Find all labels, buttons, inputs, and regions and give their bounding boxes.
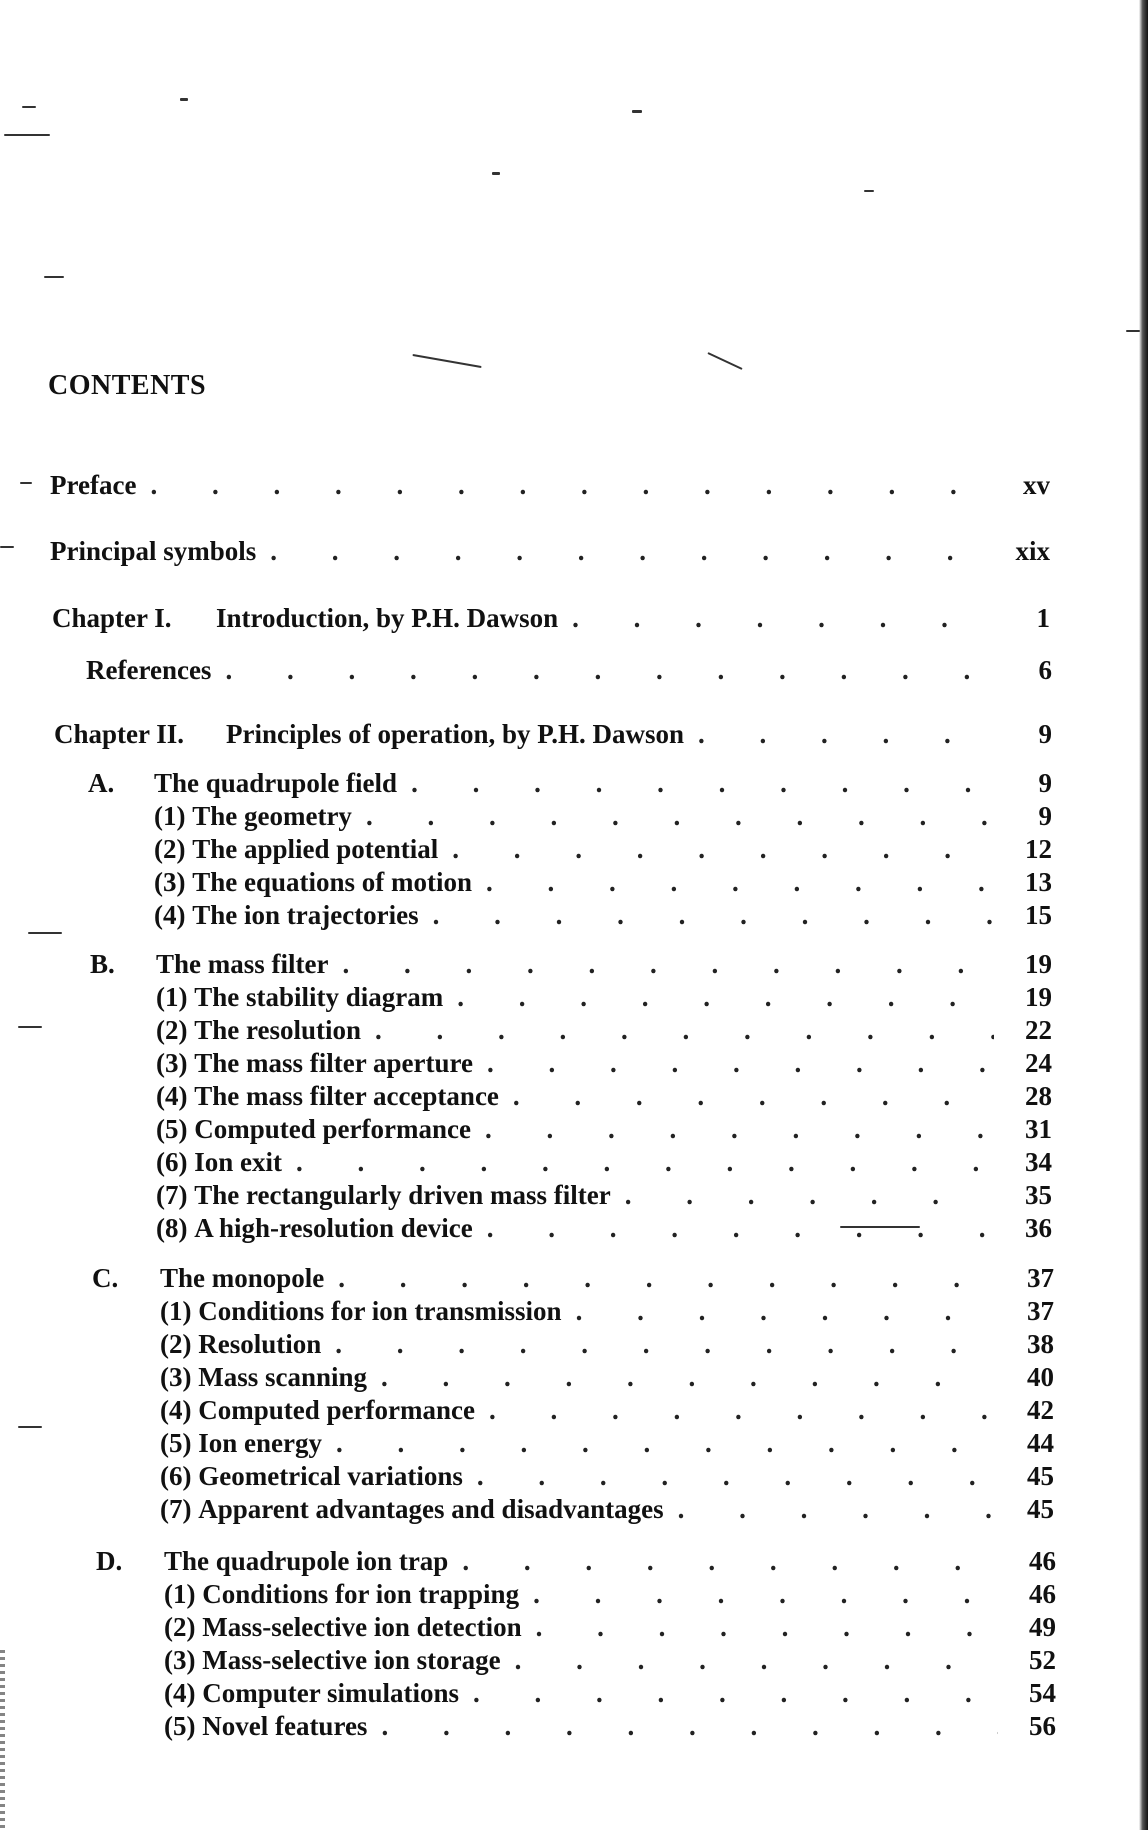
entry-title: The quadrupole field	[154, 768, 398, 798]
entry-title: The monopole	[160, 1263, 325, 1293]
entry-title: Conditions for ion transmission	[198, 1296, 562, 1326]
entry-title: Geometrical variations	[198, 1461, 463, 1491]
entry-page: 31	[1025, 1114, 1052, 1144]
item-number: (4)	[164, 1678, 196, 1708]
leader-dots	[678, 1494, 996, 1525]
leader-dots	[513, 1081, 994, 1112]
entry-page: 49	[1029, 1612, 1056, 1642]
item-number: (3)	[156, 1048, 188, 1078]
entry-title: Ion exit	[194, 1147, 282, 1177]
item-number: (1)	[160, 1296, 192, 1326]
entry-page: 40	[1027, 1362, 1054, 1392]
item-number: (3)	[160, 1362, 192, 1392]
scan-speck	[4, 134, 50, 136]
entry-title: The resolution	[194, 1015, 362, 1045]
entry-title: The applied potential	[192, 834, 439, 864]
entry-title: Apparent advantages and disadvantages	[198, 1494, 664, 1524]
entry-title: Computer simulations	[202, 1678, 460, 1708]
entry-page: 24	[1025, 1048, 1052, 1078]
entry-title: The mass filter aperture	[194, 1048, 473, 1078]
section-letter: A.	[88, 768, 115, 798]
leader-dots	[487, 1213, 994, 1244]
toc-item	[160, 1362, 1054, 1396]
entry-page: 37	[1027, 1263, 1054, 1293]
entry-title: Principal symbols	[50, 536, 257, 566]
page-edge-shadow	[1139, 0, 1148, 1830]
leader-dots	[336, 1428, 996, 1459]
leader-dots	[625, 1180, 994, 1211]
leader-dots	[486, 867, 994, 898]
leader-dots	[296, 1147, 994, 1178]
entry-page: 52	[1029, 1645, 1056, 1675]
entry-page: 44	[1027, 1428, 1054, 1458]
leader-dots	[462, 1546, 998, 1577]
scan-speck	[840, 1226, 920, 1228]
entry-page: 54	[1029, 1678, 1056, 1708]
entry-page: 6	[1038, 655, 1052, 685]
binding-edge	[0, 1650, 5, 1830]
toc-item	[160, 1428, 1054, 1462]
entry-page: 19	[1025, 949, 1052, 979]
scan-speck	[28, 932, 62, 934]
toc-item	[156, 982, 1052, 1016]
toc-section-d	[96, 1546, 1056, 1580]
entry-page: 9	[1038, 719, 1052, 749]
entry-page: 56	[1029, 1711, 1056, 1741]
toc-item	[164, 1678, 1056, 1712]
scan-speck	[180, 98, 188, 101]
item-number: (2)	[164, 1612, 196, 1642]
entry-title: Introduction, by P.H. Dawson	[216, 603, 559, 633]
toc-item	[156, 1048, 1052, 1082]
toc-entry-chapter-2	[54, 719, 1052, 753]
leader-dots	[536, 1612, 998, 1643]
section-letter: B.	[90, 949, 115, 979]
leader-dots	[342, 949, 994, 980]
entry-page: 12	[1025, 834, 1052, 864]
item-number: (3)	[164, 1645, 196, 1675]
leader-dots	[698, 719, 994, 750]
item-number: (1)	[154, 801, 186, 831]
item-number: (3)	[154, 867, 186, 897]
toc-item	[160, 1461, 1054, 1495]
item-number: (1)	[156, 982, 188, 1012]
toc-item	[156, 1081, 1052, 1115]
entry-title: The mass filter acceptance	[194, 1081, 499, 1111]
toc-item	[164, 1579, 1056, 1613]
entry-page: 42	[1027, 1395, 1054, 1425]
toc-item	[160, 1329, 1054, 1363]
leader-dots	[477, 1461, 996, 1492]
item-number: (5)	[156, 1114, 188, 1144]
scan-speck	[20, 482, 32, 484]
entry-title: Novel features	[202, 1711, 368, 1741]
item-number: (5)	[160, 1428, 192, 1458]
contents-heading: CONTENTS	[48, 370, 207, 401]
item-number: (2)	[154, 834, 186, 864]
toc-section-b	[90, 949, 1052, 983]
scan-speck	[22, 106, 36, 108]
leader-dots	[225, 655, 994, 686]
item-number: (4)	[156, 1081, 188, 1111]
entry-page: 45	[1027, 1461, 1054, 1491]
scan-speck	[632, 110, 642, 113]
leader-dots	[572, 603, 992, 634]
scan-speck	[864, 190, 874, 192]
toc-entry-principal-symbols	[50, 536, 1050, 570]
entry-title: The rectangularly driven mass filter	[194, 1180, 611, 1210]
toc-entry-references	[86, 655, 1052, 689]
item-number: (1)	[164, 1579, 196, 1609]
entry-page: xix	[1015, 536, 1050, 566]
leader-dots	[457, 982, 994, 1013]
leader-dots	[270, 536, 992, 567]
item-number: (7)	[156, 1180, 188, 1210]
entry-page: 19	[1025, 982, 1052, 1012]
entry-title: Mass-selective ion detection	[202, 1612, 522, 1642]
entry-page: 15	[1025, 900, 1052, 930]
item-number: (5)	[164, 1711, 196, 1741]
item-number: (2)	[156, 1015, 188, 1045]
toc-section-c	[92, 1263, 1054, 1297]
leader-dots	[576, 1296, 996, 1327]
toc-entry-preface	[50, 470, 1050, 504]
entry-title: The ion trajectories	[192, 900, 419, 930]
entry-page: 37	[1027, 1296, 1054, 1326]
item-number: (7)	[160, 1494, 192, 1524]
chapter-label: Chapter I.	[52, 603, 172, 633]
entry-title: The stability diagram	[194, 982, 444, 1012]
entry-title: The quadrupole ion trap	[164, 1546, 449, 1576]
entry-page: 46	[1029, 1579, 1056, 1609]
entry-title: References	[86, 655, 212, 685]
toc-item	[156, 1114, 1052, 1148]
entry-title: Resolution	[198, 1329, 322, 1359]
toc-item	[156, 1213, 1052, 1247]
leader-dots	[533, 1579, 998, 1610]
entry-title: Preface	[50, 470, 137, 500]
leader-dots	[335, 1329, 996, 1360]
leader-dots	[338, 1263, 996, 1294]
entry-page: xv	[1023, 470, 1050, 500]
entry-page: 1	[1036, 603, 1050, 633]
leader-dots	[433, 900, 994, 931]
entry-title: A high-resolution device	[194, 1213, 473, 1243]
leader-dots	[515, 1645, 998, 1676]
scan-speck	[707, 352, 742, 370]
item-number: (6)	[160, 1461, 192, 1491]
entry-page: 46	[1029, 1546, 1056, 1576]
leader-dots	[381, 1711, 998, 1742]
scan-speck	[412, 354, 481, 368]
toc-section-a	[88, 768, 1052, 802]
scan-speck	[18, 1426, 42, 1428]
leader-dots	[375, 1015, 994, 1046]
entry-page: 34	[1025, 1147, 1052, 1177]
entry-page: 9	[1038, 801, 1052, 831]
entry-title: Conditions for ion trapping	[202, 1579, 520, 1609]
entry-title: Computed performance	[198, 1395, 475, 1425]
entry-page: 22	[1025, 1015, 1052, 1045]
section-letter: C.	[92, 1263, 119, 1293]
entry-page: 45	[1027, 1494, 1054, 1524]
toc-item	[164, 1711, 1056, 1745]
entry-title: Mass scanning	[198, 1362, 368, 1392]
leader-dots	[452, 834, 994, 865]
entry-title: Principles of operation, by P.H. Dawson	[226, 719, 685, 749]
entry-title: The geometry	[192, 801, 352, 831]
entry-title: Computed performance	[194, 1114, 471, 1144]
leader-dots	[489, 1395, 996, 1426]
toc-item	[156, 1147, 1052, 1181]
leader-dots	[366, 801, 994, 832]
toc-item	[160, 1395, 1054, 1429]
leader-dots	[485, 1114, 994, 1145]
toc-item	[154, 867, 1052, 901]
scan-speck	[1126, 330, 1140, 332]
toc-item	[156, 1180, 1052, 1214]
entry-title: Mass-selective ion storage	[202, 1645, 501, 1675]
item-number: (4)	[160, 1395, 192, 1425]
scan-speck	[18, 1026, 42, 1028]
entry-title: The equations of motion	[192, 867, 473, 897]
leader-dots	[411, 768, 994, 799]
entry-title: Ion energy	[198, 1428, 322, 1458]
entry-title: The mass filter	[156, 949, 329, 979]
toc-item	[154, 900, 1052, 934]
entry-page: 28	[1025, 1081, 1052, 1111]
leader-dots	[150, 470, 992, 501]
entry-page: 38	[1027, 1329, 1054, 1359]
leader-dots	[381, 1362, 996, 1393]
item-number: (2)	[160, 1329, 192, 1359]
item-number: (4)	[154, 900, 186, 930]
toc-item	[160, 1494, 1054, 1528]
toc-item	[164, 1645, 1056, 1679]
toc-item	[156, 1015, 1052, 1049]
entry-page: 9	[1038, 768, 1052, 798]
entry-page: 36	[1025, 1213, 1052, 1243]
toc-item	[164, 1612, 1056, 1646]
scan-speck	[0, 546, 14, 548]
chapter-label: Chapter II.	[54, 719, 185, 749]
scan-speck	[492, 172, 500, 175]
item-number: (8)	[156, 1213, 188, 1243]
entry-page: 35	[1025, 1180, 1052, 1210]
entry-page: 13	[1025, 867, 1052, 897]
toc-item	[154, 834, 1052, 868]
toc-entry-chapter-1	[52, 603, 1050, 637]
toc-item	[160, 1296, 1054, 1330]
leader-dots	[473, 1678, 998, 1709]
scan-speck	[44, 276, 64, 278]
section-letter: D.	[96, 1546, 123, 1576]
leader-dots	[487, 1048, 994, 1079]
toc-item	[154, 801, 1052, 835]
item-number: (6)	[156, 1147, 188, 1177]
